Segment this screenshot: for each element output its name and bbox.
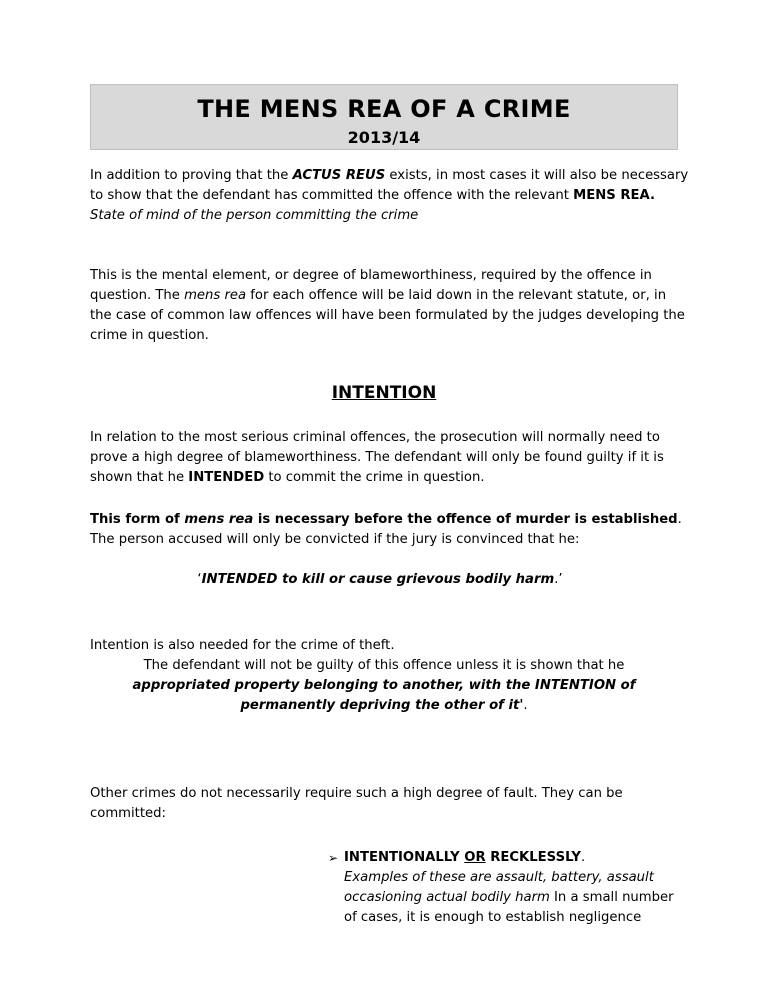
intro-paragraph-1 — [90, 166, 690, 226]
body-text: . — [523, 698, 528, 713]
body-text: . The person accused will only be convicted if the jury is convinced that he: — [90, 512, 682, 547]
negligence-text: In a small number of cases, it is enough to establish negligence — [344, 890, 674, 925]
intro-paragraph-2 — [90, 266, 690, 346]
quote-mark: ‘ — [197, 572, 202, 587]
theft-paragraph — [96, 656, 672, 716]
murder-quote — [90, 570, 670, 590]
murder-bold-text: This form of — [90, 512, 185, 527]
intended-term: INTENDED — [188, 470, 265, 485]
document-year: 2013/14 — [347, 128, 421, 147]
body-text: In relation to the most serious criminal offences, the prosecution will normally need to prove a high degree of blameworthiness. The defendant will only be found guilty if it is shown that he — [90, 430, 664, 485]
body-text: The defendant will not be guilty of this offence unless it is shown that he — [143, 658, 625, 673]
examples-text: Examples of these are assault, battery, assault occasioning actual bodily harm — [344, 870, 654, 905]
intro-text: exists, in most cases it will also be necessary to show that the defendant has committed the offence with the relevant — [90, 168, 689, 203]
recklessly-term: RECKLESSLY — [485, 850, 581, 865]
intentionally-term: INTENTIONALLY — [344, 850, 465, 865]
body-text: to commit the crime in question. — [264, 470, 485, 485]
murder-paragraph — [90, 510, 690, 550]
document-title: THE MENS REA OF A CRIME — [197, 95, 571, 123]
title-banner — [90, 84, 678, 150]
murder-bold-italic-text: mens rea — [184, 512, 254, 527]
arrow-bullet-icon: ➢ — [328, 851, 339, 865]
or-term: OR — [464, 850, 486, 865]
intro-text: for each offence will be laid down in the relevant statute, or, in the case of common law offences will have been formulated by the judges developing the crime in question. — [90, 288, 685, 343]
theft-definition: appropriated property belonging to another, with the INTENTION of permanently depriving the other of it' — [132, 678, 636, 713]
bullet-list — [328, 848, 688, 928]
bullet-body — [328, 868, 688, 928]
theft-intro: Intention is also needed for the crime of theft. — [90, 638, 395, 653]
quote-mark: .’ — [554, 572, 563, 587]
intro-text: In addition to proving that the — [90, 168, 293, 183]
section-heading-intention: INTENTION — [331, 383, 437, 403]
mens-rea-term: MENS REA. — [573, 188, 656, 203]
intro-text: This is the mental element, or degree of blameworthiness, required by the offence in question. The — [90, 268, 652, 303]
intention-paragraph-1 — [90, 428, 690, 488]
murder-bold-text: is necessary before the offence of murder is established — [253, 512, 678, 527]
state-of-mind-definition: State of mind of the person committing the crime — [90, 208, 419, 223]
mens-rea-italic: mens rea — [184, 288, 247, 303]
bullet-heading — [344, 848, 688, 868]
period: . — [580, 850, 586, 865]
actus-reus-term: ACTUS REUS — [292, 168, 386, 183]
murder-intent-quote: INTENDED to kill or cause grievous bodily harm — [201, 572, 555, 587]
list-item — [328, 848, 688, 868]
other-crimes-paragraph: Other crimes do not necessarily require such a high degree of fault. They can be committed: — [90, 786, 623, 821]
